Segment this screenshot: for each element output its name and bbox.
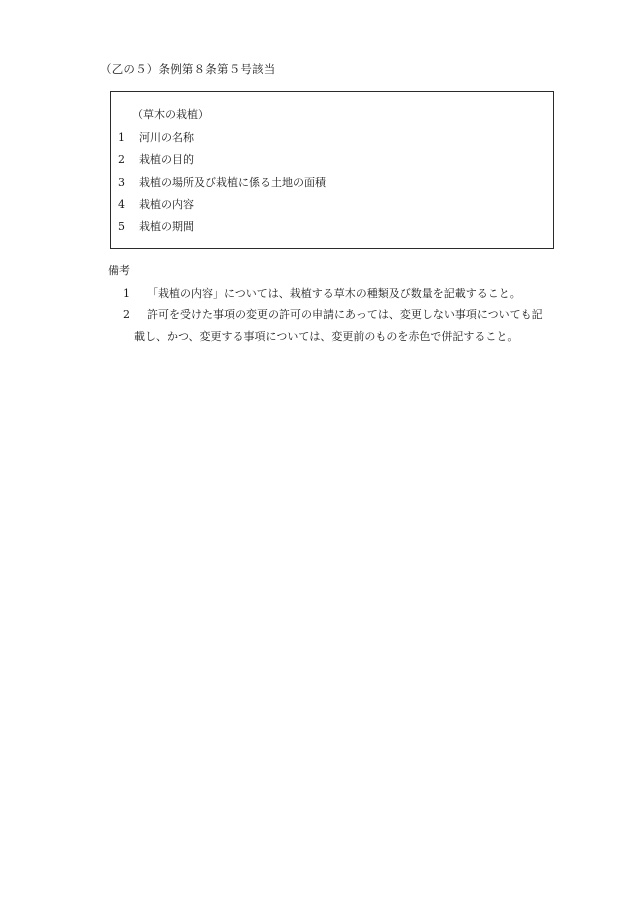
form-item-label: 栽植の期間 [139, 220, 194, 233]
form-item-label: 栽植の内容 [139, 198, 194, 211]
remarks-heading: 備考 [108, 264, 130, 277]
form-item-label: 栽植の場所及び栽植に係る土地の面積 [139, 176, 326, 189]
form-item-number: 5 [118, 220, 125, 233]
form-item [118, 199, 194, 210]
remark-text: 許可を受けた事項の変更の許可の申請にあっては、変更しない事項についても記 [147, 308, 543, 321]
remark-number: 2 [123, 308, 130, 321]
remark-item [123, 288, 521, 299]
form-box [110, 91, 554, 249]
remark-item [123, 309, 543, 320]
form-item-number: 2 [118, 153, 125, 166]
form-heading: （乙の５）条例第８条第５号該当 [100, 62, 276, 76]
form-item-number: 3 [118, 176, 125, 189]
form-item-label: 河川の名称 [139, 131, 194, 144]
remark-number: 1 [123, 287, 130, 300]
form-item [118, 177, 326, 188]
remark-text: 「栽植の内容」については、栽植する草木の種類及び数量を記載すること。 [147, 287, 521, 300]
remark-continuation: 載し、かつ、変更する事項については、変更前のものを赤色で併記すること。 [134, 330, 519, 343]
form-item-number: 1 [118, 131, 125, 144]
form-box-title: （草木の栽植） [132, 108, 209, 121]
form-item-label: 栽植の目的 [139, 153, 194, 166]
form-item [118, 154, 194, 165]
form-item [118, 132, 194, 143]
form-item-number: 4 [118, 198, 125, 211]
form-item [118, 221, 194, 232]
